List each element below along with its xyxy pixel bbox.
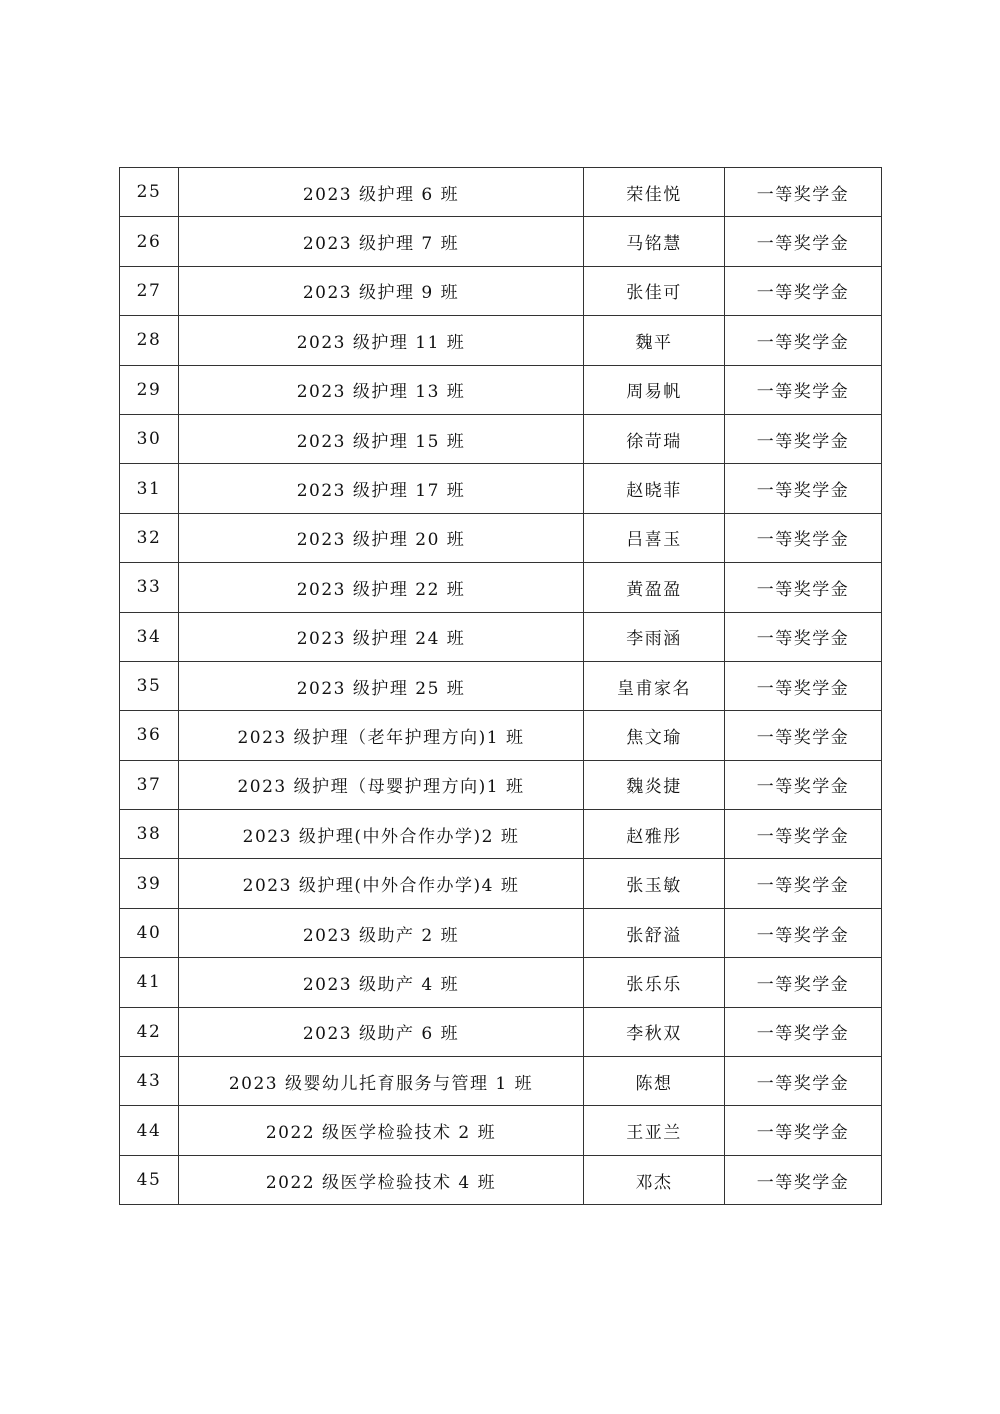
class-name-cell: 2023 级护理 22 班 [179,563,584,612]
row-number-cell: 39 [120,859,179,908]
student-name-cell: 张乐乐 [584,958,725,1007]
row-number-cell: 27 [120,266,179,315]
row-number-cell: 45 [120,1155,179,1204]
row-number-cell: 25 [120,168,179,217]
row-number-cell: 32 [120,513,179,562]
award-cell: 一等奖学金 [725,414,882,463]
table-row [120,810,882,859]
class-name-cell: 2023 级护理 17 班 [179,464,584,513]
class-name-cell: 2023 级护理 15 班 [179,414,584,463]
class-name-cell: 2023 级护理(中外合作办学)4 班 [179,859,584,908]
row-number-cell: 31 [120,464,179,513]
award-cell: 一等奖学金 [725,365,882,414]
table-row [120,760,882,809]
row-number-cell: 33 [120,563,179,612]
award-cell: 一等奖学金 [725,612,882,661]
class-name-cell: 2023 级护理(中外合作办学)2 班 [179,810,584,859]
student-name-cell: 张玉敏 [584,859,725,908]
student-name-cell: 张佳可 [584,266,725,315]
class-name-cell: 2023 级护理 9 班 [179,266,584,315]
row-number-cell: 37 [120,760,179,809]
table-row [120,365,882,414]
award-cell: 一等奖学金 [725,563,882,612]
table-row [120,612,882,661]
student-name-cell: 赵晓菲 [584,464,725,513]
student-name-cell: 赵雅彤 [584,810,725,859]
table-row [120,1155,882,1204]
class-name-cell: 2023 级护理（母婴护理方向)1 班 [179,760,584,809]
class-name-cell: 2023 级护理 25 班 [179,661,584,710]
table-row [120,563,882,612]
row-number-cell: 38 [120,810,179,859]
award-cell: 一等奖学金 [725,760,882,809]
student-name-cell: 荣佳悦 [584,168,725,217]
award-cell: 一等奖学金 [725,1155,882,1204]
class-name-cell: 2023 级助产 2 班 [179,908,584,957]
student-name-cell: 李雨涵 [584,612,725,661]
award-cell: 一等奖学金 [725,661,882,710]
row-number-cell: 44 [120,1106,179,1155]
award-cell: 一等奖学金 [725,958,882,1007]
table-row [120,859,882,908]
row-number-cell: 29 [120,365,179,414]
row-number-cell: 36 [120,711,179,760]
award-cell: 一等奖学金 [725,513,882,562]
student-name-cell: 王亚兰 [584,1106,725,1155]
student-name-cell: 李秋双 [584,1007,725,1056]
award-cell: 一等奖学金 [725,810,882,859]
award-cell: 一等奖学金 [725,168,882,217]
table-row [120,908,882,957]
student-name-cell: 邓杰 [584,1155,725,1204]
row-number-cell: 42 [120,1007,179,1056]
award-cell: 一等奖学金 [725,1057,882,1106]
award-cell: 一等奖学金 [725,908,882,957]
award-cell: 一等奖学金 [725,266,882,315]
table-row [120,958,882,1007]
award-cell: 一等奖学金 [725,1106,882,1155]
class-name-cell: 2023 级护理 6 班 [179,168,584,217]
class-name-cell: 2023 级婴幼儿托育服务与管理 1 班 [179,1057,584,1106]
award-cell: 一等奖学金 [725,711,882,760]
class-name-cell: 2023 级护理 11 班 [179,316,584,365]
award-cell: 一等奖学金 [725,217,882,266]
row-number-cell: 43 [120,1057,179,1106]
award-cell: 一等奖学金 [725,316,882,365]
class-name-cell: 2023 级助产 6 班 [179,1007,584,1056]
table-row [120,711,882,760]
student-name-cell: 魏炎捷 [584,760,725,809]
row-number-cell: 35 [120,661,179,710]
table-body [120,168,882,1205]
row-number-cell: 41 [120,958,179,1007]
student-name-cell: 皇甫家名 [584,661,725,710]
class-name-cell: 2023 级护理 7 班 [179,217,584,266]
row-number-cell: 28 [120,316,179,365]
row-number-cell: 40 [120,908,179,957]
student-name-cell: 吕喜玉 [584,513,725,562]
student-name-cell: 徐苛瑞 [584,414,725,463]
student-name-cell: 焦文瑜 [584,711,725,760]
table-row [120,266,882,315]
table-row [120,513,882,562]
student-name-cell: 周易帆 [584,365,725,414]
row-number-cell: 34 [120,612,179,661]
class-name-cell: 2022 级医学检验技术 4 班 [179,1155,584,1204]
class-name-cell: 2023 级护理 13 班 [179,365,584,414]
student-name-cell: 魏平 [584,316,725,365]
award-cell: 一等奖学金 [725,464,882,513]
student-name-cell: 陈想 [584,1057,725,1106]
row-number-cell: 26 [120,217,179,266]
table-row [120,1057,882,1106]
award-cell: 一等奖学金 [725,1007,882,1056]
student-name-cell: 马铭慧 [584,217,725,266]
class-name-cell: 2023 级助产 4 班 [179,958,584,1007]
table-row [120,414,882,463]
table-row [120,316,882,365]
class-name-cell: 2023 级护理（老年护理方向)1 班 [179,711,584,760]
class-name-cell: 2022 级医学检验技术 2 班 [179,1106,584,1155]
table-row [120,1007,882,1056]
class-name-cell: 2023 级护理 24 班 [179,612,584,661]
student-name-cell: 张舒溢 [584,908,725,957]
table-row [120,464,882,513]
student-name-cell: 黄盈盈 [584,563,725,612]
scholarship-table [119,167,882,1205]
class-name-cell: 2023 级护理 20 班 [179,513,584,562]
table-row [120,217,882,266]
row-number-cell: 30 [120,414,179,463]
award-cell: 一等奖学金 [725,859,882,908]
table-row [120,168,882,217]
table-row [120,1106,882,1155]
table-row [120,661,882,710]
